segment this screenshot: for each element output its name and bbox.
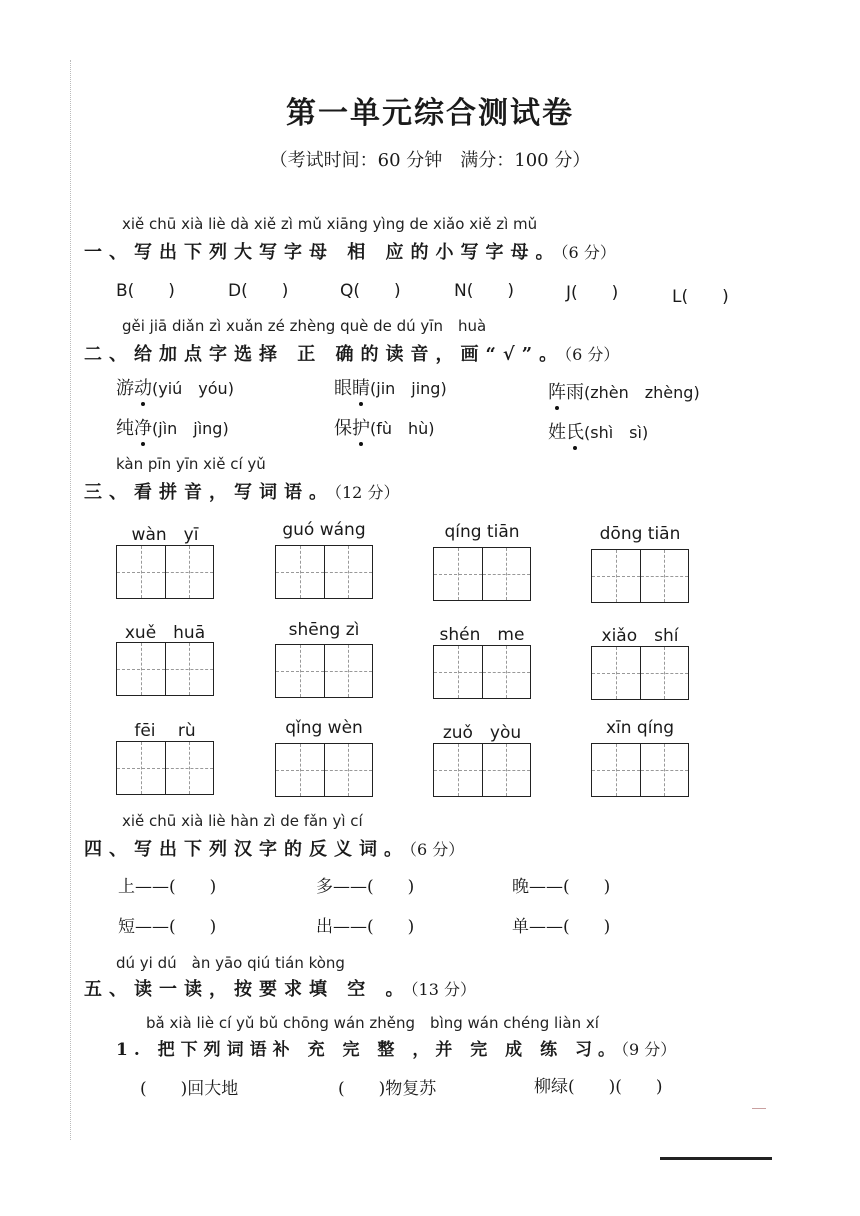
section2-pinyin: gěi jiā diǎn zì xuǎn zé zhèng què de dú yīn huà xyxy=(122,317,487,335)
word-char: 保 xyxy=(334,418,352,439)
tianzige-box[interactable] xyxy=(591,549,689,603)
reading-choice[interactable] xyxy=(334,414,435,440)
word-pinyin: zuǒ yòu xyxy=(442,723,522,743)
section3-heading xyxy=(84,478,399,504)
dotted-char: 睛 xyxy=(352,378,370,399)
tianzige-box[interactable] xyxy=(116,741,214,795)
section5-heading-text: 五、读一读，按要求填 空 。 xyxy=(84,979,411,1000)
section3-heading-text: 三、看拼音，写词语。 xyxy=(84,482,334,503)
word-pinyin: fēi rù xyxy=(134,721,196,741)
antonym-blank[interactable]: 上——( ) xyxy=(118,877,217,897)
pinyin-options[interactable]: (jin jing) xyxy=(370,379,447,398)
subquestion-pinyin: bǎ xià liè cí yǔ bǔ chōng wán zhěng bìng wán chéng liàn xí xyxy=(146,1014,599,1032)
section5-points: （13 分） xyxy=(410,980,476,999)
pinyin-options[interactable]: (fù hù) xyxy=(370,419,435,438)
page-mark xyxy=(752,1108,766,1109)
section5-pinyin: dú yi dú àn yāo qiú tián kòng xyxy=(116,954,345,972)
letter-answer-blank[interactable]: D( ) xyxy=(228,281,289,301)
idiom-fill-blank[interactable]: 柳绿( )( ) xyxy=(534,1077,663,1097)
reading-choice[interactable] xyxy=(548,378,700,404)
word-pinyin: dōng tiān xyxy=(599,524,681,544)
letter-answer-blank[interactable]: B( ) xyxy=(116,281,175,301)
tianzige-box[interactable] xyxy=(275,743,373,797)
reading-choice[interactable] xyxy=(116,374,234,400)
letter-answer-blank[interactable]: J( ) xyxy=(566,283,619,303)
letter-answer-blank[interactable]: L( ) xyxy=(672,287,729,307)
tianzige-box[interactable] xyxy=(591,743,689,797)
antonym-blank[interactable]: 出——( ) xyxy=(316,917,415,937)
idiom-fill-blank[interactable]: ( )物复苏 xyxy=(338,1079,437,1099)
subquestion-heading-text: 1. 把下列词语补 充 完 整 ，并 完 成 练 习。 xyxy=(116,1040,622,1060)
section2-points: （6 分） xyxy=(564,345,620,364)
exam-info: （考试时间：60 分钟 满分：100 分） xyxy=(269,150,591,171)
pinyin-options[interactable]: (zhèn zhèng) xyxy=(584,383,700,402)
tianzige-box[interactable] xyxy=(433,645,531,699)
section3-pinyin: kàn pīn yīn xiě cí yǔ xyxy=(116,455,266,473)
word-char: 眼 xyxy=(334,378,352,399)
subquestion-points: （9 分） xyxy=(621,1040,677,1059)
dotted-char: 护 xyxy=(352,418,370,439)
tianzige-box[interactable] xyxy=(275,644,373,698)
antonym-blank[interactable]: 多——( ) xyxy=(316,877,415,897)
section4-pinyin: xiě chū xià liè hàn zì de fǎn yì cí xyxy=(122,812,363,830)
section1-heading-text: 一、写出下列大写字母 相 应的小写字母。 xyxy=(84,242,561,263)
section5-heading xyxy=(84,975,476,1001)
section4-heading-text: 四、写出下列汉字的反义词。 xyxy=(84,839,409,860)
tianzige-box[interactable] xyxy=(275,545,373,599)
antonym-blank[interactable]: 晚——( ) xyxy=(512,877,611,897)
section2-heading xyxy=(84,340,619,366)
word-char: 姓 xyxy=(548,422,566,443)
page-rule xyxy=(660,1157,772,1160)
antonym-blank[interactable]: 单——( ) xyxy=(512,917,611,937)
section1-heading xyxy=(84,238,616,264)
section4-points: （6 分） xyxy=(409,840,465,859)
letter-answer-blank[interactable]: N( ) xyxy=(454,281,514,301)
dotted-char: 净 xyxy=(134,418,152,439)
word-pinyin: qíng tiān xyxy=(444,522,520,542)
word-char: 雨 xyxy=(566,382,584,403)
section1-pinyin: xiě chū xià liè dà xiě zì mǔ xiāng yìng de xiǎo xiě zì mǔ xyxy=(122,215,538,233)
letter-answer-blank[interactable]: Q( ) xyxy=(340,281,401,301)
word-pinyin: shēng zì xyxy=(288,620,360,640)
tianzige-box[interactable] xyxy=(591,646,689,700)
section2-heading-text: 二、给加点字选择 正 确的读音，画“√”。 xyxy=(84,344,565,365)
pinyin-options[interactable]: (yiú yóu) xyxy=(152,379,234,398)
dotted-char: 氏 xyxy=(566,422,584,443)
idiom-fill-blank[interactable]: ( )回大地 xyxy=(140,1079,239,1099)
word-pinyin: wàn yī xyxy=(131,525,199,545)
word-pinyin: guó wáng xyxy=(282,520,366,540)
pinyin-options[interactable]: (shì sì) xyxy=(584,423,649,442)
word-pinyin: xiǎo shí xyxy=(601,626,679,646)
dotted-char: 阵 xyxy=(548,382,566,403)
tianzige-box[interactable] xyxy=(433,547,531,601)
word-char: 游 xyxy=(116,378,134,399)
word-pinyin: xuě huā xyxy=(124,623,206,643)
reading-choice[interactable] xyxy=(334,374,447,400)
word-pinyin: qǐng wèn xyxy=(285,718,363,738)
tianzige-box[interactable] xyxy=(116,545,214,599)
page-title: 第一单元综合测试卷 xyxy=(286,96,574,131)
section4-heading xyxy=(84,835,464,861)
antonym-blank[interactable]: 短——( ) xyxy=(118,917,217,937)
dotted-char: 动 xyxy=(134,378,152,399)
section1-points: （6 分） xyxy=(560,243,616,262)
binding-margin xyxy=(70,60,71,1140)
tianzige-box[interactable] xyxy=(116,642,214,696)
tianzige-box[interactable] xyxy=(433,743,531,797)
word-pinyin: shén me xyxy=(439,625,525,645)
word-pinyin: xīn qíng xyxy=(605,718,675,738)
reading-choice[interactable] xyxy=(116,414,229,440)
word-char: 纯 xyxy=(116,418,134,439)
reading-choice[interactable] xyxy=(548,418,648,444)
pinyin-options[interactable]: (jìn jìng) xyxy=(152,419,229,438)
subquestion-heading xyxy=(116,1035,676,1060)
section3-points: （12 分） xyxy=(334,483,400,502)
